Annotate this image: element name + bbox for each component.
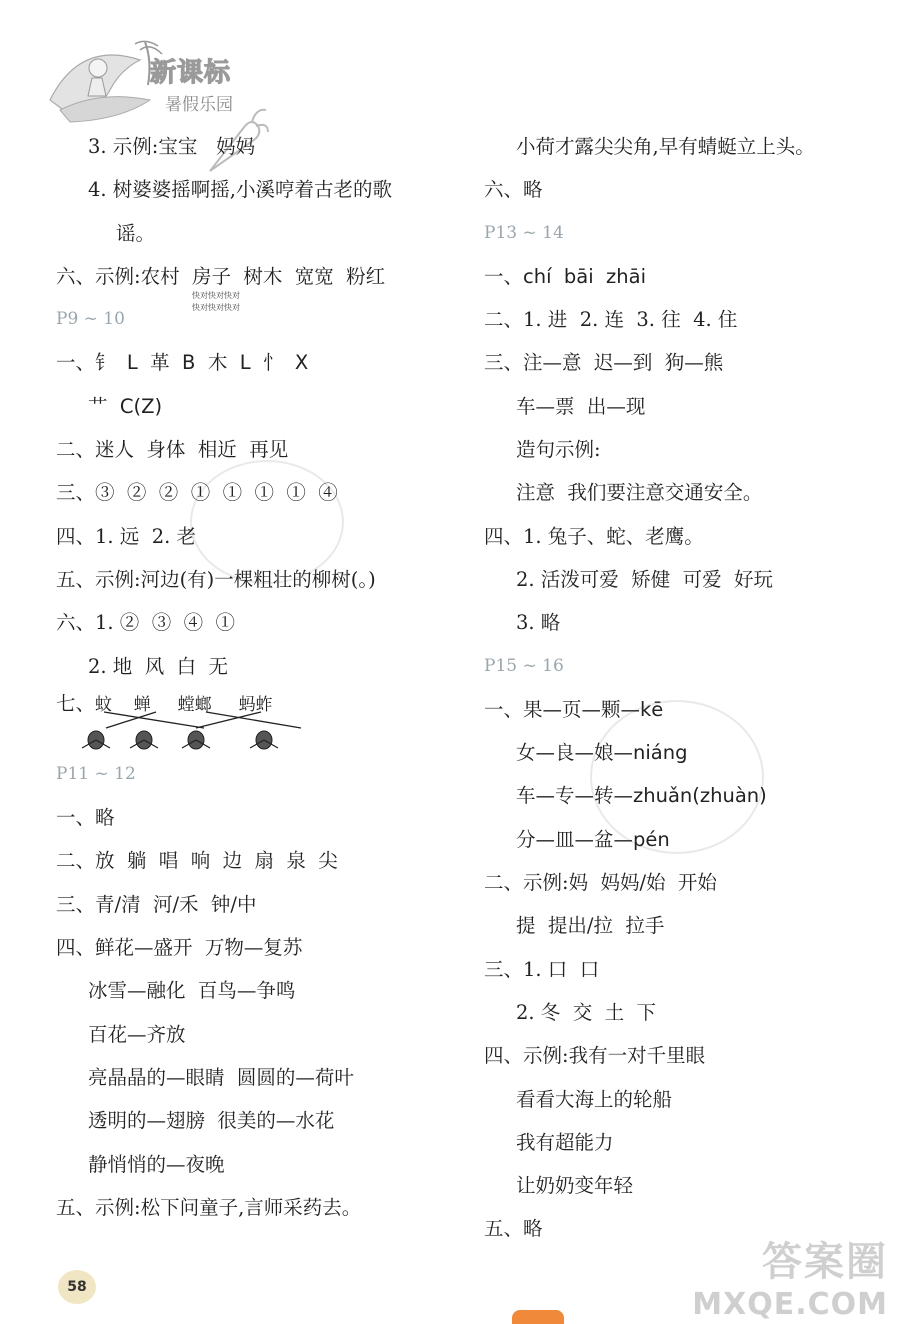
answer-line: 三、青/清 河/禾 钟/中: [56, 892, 257, 916]
answer-line: 静悄悄的—夜晚: [88, 1152, 225, 1176]
answer-line: 二、迷人 身体 相近 再见: [56, 438, 289, 462]
answer-line: 二、放 躺 唱 响 边 扇 泉 尖: [56, 849, 338, 873]
answer-line: 透明的—翅膀 很美的—水花: [88, 1109, 335, 1133]
answer-line: 五、略: [484, 1217, 543, 1241]
answer-line: 一、钅 L 革 B 木 L 忄 X: [56, 351, 309, 375]
answer-line: 四、1. 远 2. 老: [56, 524, 197, 548]
answer-line: 三、注—意 迟—到 狗—熊: [484, 351, 724, 375]
answer-line: 四、鲜花—盛开 万物—复苏: [56, 936, 303, 960]
page-range-heading: P13 ~ 14: [484, 222, 564, 243]
matching-exercise: [56, 688, 456, 753]
page-range-heading: P9 ~ 10: [56, 309, 125, 330]
answer-line: 我有超能力: [516, 1130, 614, 1154]
answer-line: 六、示例:农村 房子 树木 宽宽 粉红: [56, 264, 386, 288]
question-number: 七、: [56, 691, 96, 715]
answer-line: 六、1. ② ③ ④ ①: [56, 611, 235, 635]
answer-line: 四、示例:我有一对千里眼: [484, 1044, 706, 1068]
right-column: [484, 125, 884, 1251]
page-range-heading: P11 ~ 12: [56, 763, 136, 784]
answer-line: 2. 活泼可爱 矫健 可爱 好玩: [516, 567, 773, 591]
page-number: 58: [58, 1270, 96, 1304]
left-column: [56, 125, 456, 1229]
answer-line: 2. 地 风 白 无: [88, 654, 228, 678]
series-title: 新课标: [150, 58, 232, 88]
answer-line: 五、示例:松下问童子,言师采药去。: [56, 1195, 362, 1219]
page-range-heading: P15 ~ 16: [484, 655, 564, 676]
answer-line: 二、示例:妈 妈妈/始 开始: [484, 871, 717, 895]
answer-line: 冰雪—融化 百鸟—争鸣: [88, 979, 296, 1003]
insect-picture-icon: [82, 731, 110, 749]
answer-line: 谣。: [116, 221, 156, 245]
series-subtitle: 暑假乐园: [165, 95, 233, 115]
answer-line: 3. 略: [516, 611, 561, 635]
answer-line: 分—皿—盆—pén: [516, 827, 670, 851]
answer-line: 百花—齐放: [88, 1022, 186, 1046]
answer-line: 一、chí bāi zhāi: [484, 264, 646, 288]
watermark-logo-text: 答案圈: [762, 1239, 888, 1285]
answer-line: 五、示例:河边(有)一棵粗壮的柳树(。): [56, 567, 376, 591]
answer-line: 一、果—页—颗—kē: [484, 697, 664, 721]
answer-line: 三、③ ② ② ① ① ① ① ④: [56, 481, 338, 505]
page-tab: [512, 1310, 564, 1324]
answer-line: 让奶奶变年轻: [516, 1174, 634, 1198]
answer-line: 2. 冬 交 土 下: [516, 1000, 656, 1024]
answer-line: 小荷才露尖尖角,早有蜻蜓立上头。: [516, 135, 815, 158]
badge-text-line: 快对快对快对: [192, 303, 240, 312]
answer-line: 二、1. 进 2. 连 3. 往 4. 住: [484, 308, 738, 332]
answer-line: 4. 树婆婆摇啊摇,小溪哼着古老的歌: [88, 178, 393, 202]
answer-line: 注意 我们要注意交通安全。: [516, 481, 763, 505]
answer-line: 三、1. 口 口: [484, 957, 600, 981]
answer-line: 亮晶晶的—眼睛 圆圆的—荷叶: [88, 1065, 354, 1089]
answer-line: 造句示例:: [516, 438, 601, 462]
answer-line: 3. 示例:宝宝 妈妈: [88, 135, 255, 158]
answer-line: 女—良—娘—niáng: [516, 741, 688, 765]
answer-line: 四、1. 兔子、蛇、老鹰。: [484, 524, 704, 548]
insect-names: [56, 688, 273, 716]
answer-line: 看看大海上的轮船: [516, 1087, 673, 1111]
answer-line: 车—票 出—现: [516, 394, 646, 418]
watermark-url: MXQE.COM: [692, 1287, 888, 1322]
watermark: [692, 1230, 888, 1322]
answer-line: 提 提出/拉 拉手: [516, 914, 665, 938]
answer-line: 艹 C(Z): [88, 394, 163, 418]
answer-line: 车—专—转—zhuǎn(zhuàn): [516, 784, 767, 808]
insect-picture-icon: [182, 731, 210, 749]
insect-picture-icon: [250, 731, 278, 749]
answer-line: 一、略: [56, 806, 115, 830]
badge-text-line: 快对快对快对: [192, 291, 240, 300]
insect-labels: 蚊 蝉 螳螂 蚂蚱: [95, 694, 273, 715]
insect-picture-icon: [130, 731, 158, 749]
answer-line: 六、略: [484, 178, 543, 202]
